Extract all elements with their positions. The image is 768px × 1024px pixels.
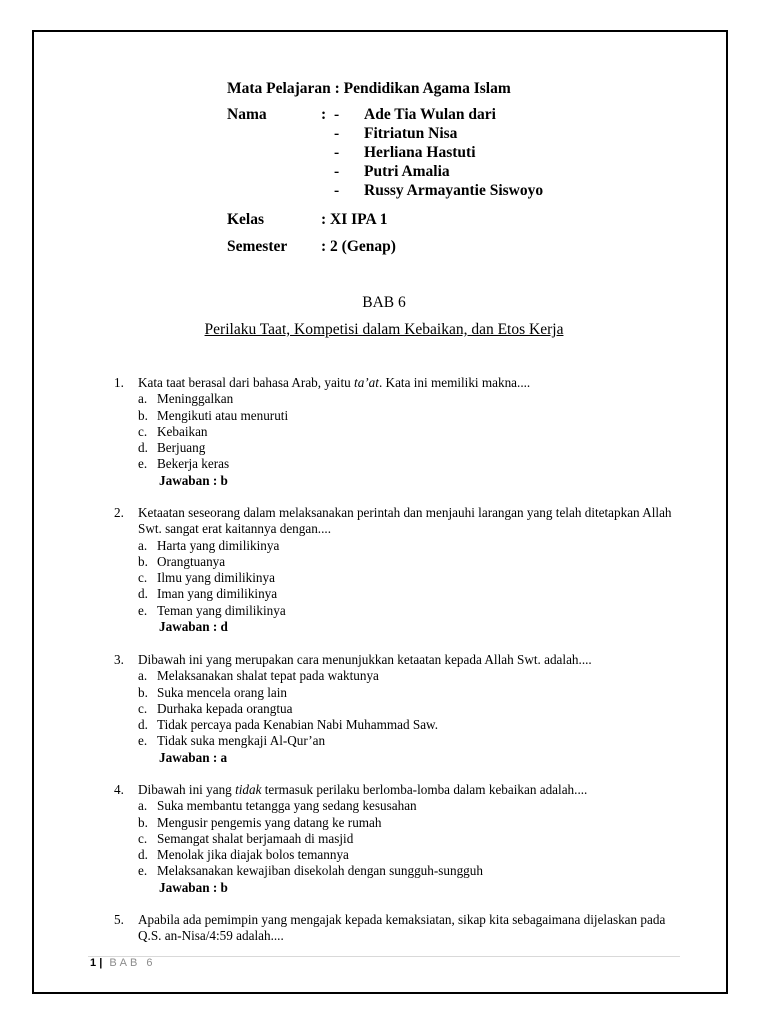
answer-key: Jawaban : b — [159, 879, 228, 895]
option-e: e. Tidak suka mengkaji Al-Qur’an — [138, 733, 326, 749]
question-stem: Dibawah ini yang tidak termasuk perilaku berlomba-lomba dalam kebaikan adalah.... — [138, 782, 588, 797]
member-3: - Herliana Hastuti — [334, 144, 476, 161]
option-a: a. Harta yang dimilikinya — [138, 537, 280, 553]
page-number: 1 — [90, 957, 97, 969]
footer-separator: | — [99, 957, 103, 969]
question-2 — [114, 505, 674, 635]
option-e: e. Melaksanakan kewajiban disekolah dengan sungguh-sungguh — [138, 863, 483, 879]
class-row — [227, 211, 387, 229]
option-e: e. Teman yang dimilikinya — [138, 602, 286, 618]
question-stem: Dibawah ini yang merupakan cara menunjukkan ketaatan kepada Allah Swt. adalah.... — [138, 652, 592, 667]
question-stem: Apabila ada pemimpin yang mengajak kepada kemaksiatan, sikap kita sebagaimana dijelaskan pada Q.S. an-Nisa/4:59 adalah.... — [138, 912, 666, 944]
question-1 — [114, 375, 674, 489]
semester-row — [227, 238, 396, 256]
question-number: 4. — [114, 782, 124, 797]
question-3 — [114, 652, 674, 766]
class-separator: : — [321, 211, 327, 228]
member-5: - Russy Armayantie Siswoyo — [334, 182, 544, 199]
option-b: b. Mengikuti atau menuruti — [138, 407, 289, 423]
option-c: c. Ilmu yang dimilikinya — [138, 570, 275, 586]
option-c: c. Durhaka kepada orangtua — [138, 700, 293, 716]
question-number: 3. — [114, 652, 124, 667]
chapter-title-row — [0, 321, 768, 339]
option-e: e. Bekerja keras — [138, 456, 230, 472]
class-label: Kelas — [227, 211, 265, 228]
chapter-title: Perilaku Taat, Kompetisi dalam Kebaikan, dan Etos Kerja — [204, 321, 564, 338]
option-c: c. Semangat shalat berjamaah di masjid — [138, 830, 354, 846]
option-b: b. Mengusir pengemis yang datang ke rumah — [138, 814, 382, 830]
question-4 — [114, 782, 674, 896]
question-5 — [114, 912, 674, 945]
member-2: - Fitriatun Nisa — [334, 125, 458, 142]
subject-separator: : — [334, 80, 340, 97]
option-b: b. Suka mencela orang lain — [138, 684, 287, 700]
member-1: - Ade Tia Wulan dari — [334, 106, 496, 123]
subject-value: Pendidikan Agama Islam — [343, 80, 511, 97]
option-b: b. Orangtuanya — [138, 553, 226, 569]
question-number: 5. — [114, 912, 124, 927]
answer-key: Jawaban : a — [159, 749, 228, 765]
semester-separator: : — [321, 238, 327, 255]
name-row — [227, 106, 326, 124]
footer-divider — [88, 956, 680, 957]
semester-value: 2 (Genap) — [330, 238, 396, 255]
member-4: - Putri Amalia — [334, 163, 450, 180]
option-a: a. Melaksanakan shalat tepat pada waktunya — [138, 668, 379, 684]
option-d: d. Iman yang dimilikinya — [138, 586, 278, 602]
option-d: d. Tidak percaya pada Kenabian Nabi Muhammad Saw. — [138, 717, 439, 733]
page-footer — [90, 957, 156, 969]
semester-label: Semester — [227, 238, 288, 255]
name-label: Nama — [227, 106, 267, 123]
option-c: c. Kebaikan — [138, 423, 208, 439]
question-stem: Kata taat berasal dari bahasa Arab, yaitu ta’at. Kata ini memiliki makna.... — [138, 375, 531, 390]
footer-section: BAB 6 — [109, 957, 156, 969]
question-number: 2. — [114, 505, 124, 520]
class-value: XI IPA 1 — [330, 211, 388, 228]
name-separator: : — [321, 106, 327, 123]
option-a: a. Meninggalkan — [138, 391, 234, 407]
subject-label: Mata Pelajaran — [227, 80, 331, 97]
question-stem: Ketaatan seseorang dalam melaksanakan perintah dan menjauhi larangan yang telah ditetapkan Allah Swt. sangat erat kaitannya dengan.... — [138, 505, 672, 537]
answer-key: Jawaban : b — [159, 472, 228, 488]
subject-row — [227, 80, 511, 98]
answer-key: Jawaban : d — [159, 619, 228, 635]
option-d: d. Menolak jika diajak bolos temannya — [138, 847, 349, 863]
chapter-number: BAB 6 — [362, 294, 406, 311]
question-number: 1. — [114, 375, 124, 390]
option-a: a. Suka membantu tetangga yang sedang kesusahan — [138, 798, 417, 814]
option-d: d. Berjuang — [138, 440, 206, 456]
